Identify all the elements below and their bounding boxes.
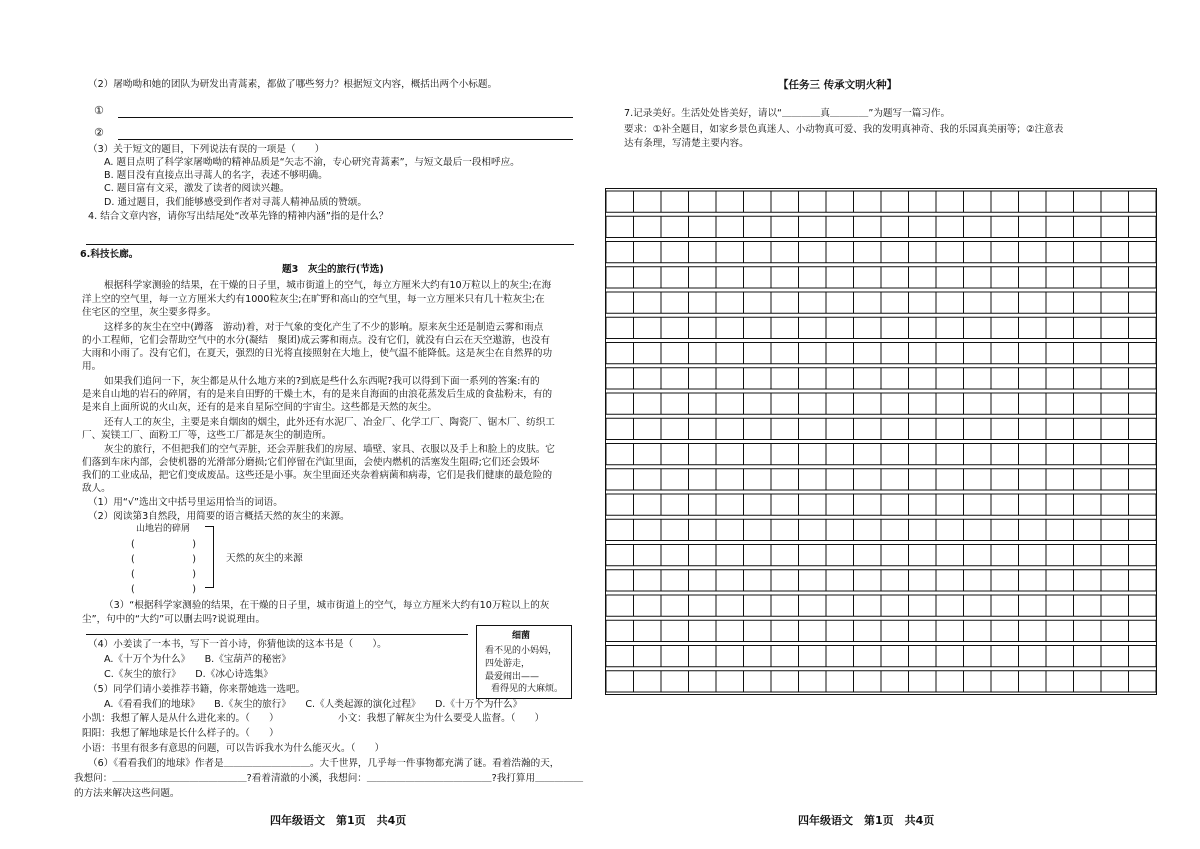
sub-question-5: （5）同学们请小姜推荐书籍，你来帮她选一选吧。 [88,684,306,695]
composition-grid-lines [606,189,1156,694]
answer-line-sq3[interactable] [86,634,468,635]
paragraph-5-line-4: 敌人。 [82,483,111,494]
student-yangyang: 阳阳：我想了解地球是长什么样子的。（ ） [82,728,279,739]
paragraph-5-line-1: 灰尘的旅行，不但把我们的空气弄脏，还会弄脏我们的房屋、墙壁、家具、衣服以及手上和脸上的皮肤。它 [104,444,555,455]
poem-box [476,625,572,699]
sub-question-2: （2）阅读第3自然段，用简要的语言概括天然的灰尘的来源。 [88,511,350,522]
paragraph-4-line-1: 还有人工的灰尘，主要是来自烟囱的烟尘，此外还有水泥厂、冶金厂、化学工厂、陶瓷厂、锯木厂、纺织工 [104,417,555,428]
left-page-footer: 四年级语文 第1页 共4页 [270,814,407,827]
poem-line-2: 四处游走， [485,659,531,669]
paragraph-1-line-2: 洋上空的空气里，每一立方厘米大约有1000粒灰尘;在旷野和高山的空气里，每一立方厘米只有几十粒灰尘;在 [82,294,545,305]
source-blank-3[interactable]: ( ) [131,569,197,580]
paragraph-1-line-1: 根据科学家测验的结果，在干燥的日子里，城市街道上的空气，每立方厘米大约有10万粒以上的灰尘;在海 [104,280,552,291]
question-4: 4. 结合文章内容，请你写出结尾处“改革先锋的精神内涵”指的是什么？ [88,211,389,222]
question-3: （3）关于短文的题目，下列说法有误的一项是（ ） [88,144,325,155]
sub-question-5-options: A.《看看我们的地球》 B.《灰尘的旅行》 C.《人类起源的演化过程》 D.《十万个为什么》 [104,699,523,710]
paragraph-5-line-3: 我们的工业成品，把它们变成废品。这些还是小事。灰尘里面还夹杂着病菌和病毒，它们是我们健康的最危险的 [82,470,553,481]
source-label: 天然的灰尘的来源 [226,553,303,564]
poem-line-3: 最爱闹出—— [485,672,540,682]
paragraph-2-line-2: 的小工程师，它们会帮助空气中的水分(凝结 聚团)成云雾和雨点。没有它们，就没有白云在天空遨游，也没有 [82,335,550,346]
task-heading: 【任务三 传承文明火种】 [778,79,898,91]
poem-line-4: 看得见的大麻烦。 [491,684,564,694]
option-3b: B. 题目没有直接点出寻蒿人的名字，表述不够明确。 [104,170,328,181]
source-given: 山地岩的碎屑 [136,524,191,534]
composition-grid[interactable] [605,188,1157,695]
paragraph-2-line-4: 用。 [82,361,102,372]
sub-question-3-line-1: （3）“根据科学家测验的结果，在干燥的日子里，城市街道上的空气，每立方厘米大约有10万粒以上的灰 [104,600,550,611]
right-page [600,0,1200,849]
question-7: 7.记录美好。生活处处皆美好，请以“＿＿＿＿真＿＿＿＿”为题写一篇习作。 [624,108,951,119]
paragraph-4-line-2: 厂、炭镁工厂、面粉工厂等，这些工厂都是灰尘的制造所。 [82,430,332,441]
answer-label-1: ① [94,104,104,117]
source-brace [205,526,214,588]
sub-question-6-line-2: 我想问：＿＿＿＿＿＿＿＿＿＿＿＿＿＿?看着清澈的小溪，我想问：＿＿＿＿＿＿＿＿＿＿＿＿＿?我打算用＿＿＿＿＿ [74,773,584,784]
option-3d: D. 通过题目，我们能够感受到作者对寻蒿人精神品质的赞颂。 [104,197,367,208]
answer-label-2: ② [94,126,104,139]
source-blank-1[interactable]: ( ) [131,539,197,550]
sub-question-1: （1）用“√”选出文中括号里运用恰当的词语。 [88,497,283,508]
paragraph-2-line-3: 大雨和小雨了。没有它们，在夏天，强烈的日光将直接照射在大地上，使气温不能降低。这是灰尘在自然界的功 [82,348,553,359]
source-blank-2[interactable]: ( ) [131,554,197,565]
article-title: 题3 灰尘的旅行(节选) [282,264,384,275]
requirement-line-2: 达有条理，写清楚主要内容。 [624,138,749,149]
student-xiaokai: 小凯：我想了解人是从什么进化来的。（ ） [82,713,279,724]
sub-question-4: （4）小姜读了一本书，写下一首小诗，你猜他读的这本书是（ ）。 [88,639,387,650]
paragraph-2-line-1: 这样多的灰尘在空中(蹲落 游动)着，对于气象的变化产生了不少的影响。原来灰尘还是制造云雾和雨点 [104,322,544,333]
poem-title: 细菌 [512,631,531,641]
answer-line-4[interactable] [86,244,574,245]
paragraph-3-line-2: 是来自山地的岩石的碎屑，有的是来自田野的干燥土木，有的是来自海面的由浪花蒸发后生成的食盐粉末，有的 [82,389,553,400]
requirement-line-1: 要求：①补全题目，如家乡景色真迷人、小动物真可爱、我的发明真神奇、我的乐园真美丽等；②注意表 [624,124,1064,135]
sub-question-3-line-2: 尘”，句中的“大约”可以删去吗?说说理由。 [82,614,266,625]
paragraph-1-line-3: 住宅区的空里，灰尘要多得多。 [82,307,217,318]
right-page-footer: 四年级语文 第1页 共4页 [798,814,935,827]
sub-question-4-options-cd: C.《灰尘的旅行》 D.《冰心诗选集》 [104,669,273,680]
paragraph-3-line-3: 是来自上面所说的火山灰，还有的是来自星际空间的宇宙尘。这些都是天然的灰尘。 [82,402,437,413]
option-3c: C. 题目富有文采，激发了读者的阅读兴趣。 [104,183,290,194]
sub-question-6-line-1: （6）《看看我们的地球》作者是＿＿＿＿＿＿＿＿＿。大千世界，几乎每一件事物都充满了谜。看着浩瀚的天， [88,758,560,769]
sub-question-4-options-ab: A.《十万个为什么》 B.《宝葫芦的秘密》 [104,654,291,665]
question-2: （2）屠呦呦和她的团队为研发出青蒿素，都做了哪些努力？根据短文内容，概括出两个小标题。 [88,79,498,90]
answer-line-1[interactable] [118,117,573,118]
answer-line-2[interactable] [118,139,573,140]
paragraph-3-line-1: 如果我们追问一下，灰尘都是从什么地方来的?到底是些什么东西呢?我可以得到下面一系列的答案:有的 [104,376,540,387]
student-xiaoyu: 小语：书里有很多有意思的问题，可以告诉我水为什么能灭火。（ ） [82,743,385,754]
option-3a: A. 题目点明了科学家屠呦呦的精神品质是“矢志不渝，专心研究青蒿素”，与短文最后一段相呼应。 [104,157,520,168]
source-blank-4[interactable]: ( ) [131,584,197,595]
section-6-heading: 6.科技长廊。 [80,249,139,260]
sub-question-6-line-3: 的方法来解决这些问题。 [74,788,180,799]
paragraph-5-line-2: 们落到车床内部，会使机器的光滑部分磨损;它们停留在汽缸里面，会使内燃机的活塞发生阻碍;它们还会毁坏 [82,457,540,468]
poem-line-1: 看不见的小妈妈， [485,646,558,656]
student-xiaowen: 小文：我想了解灰尘为什么要受人监督。（ ） [338,713,545,724]
